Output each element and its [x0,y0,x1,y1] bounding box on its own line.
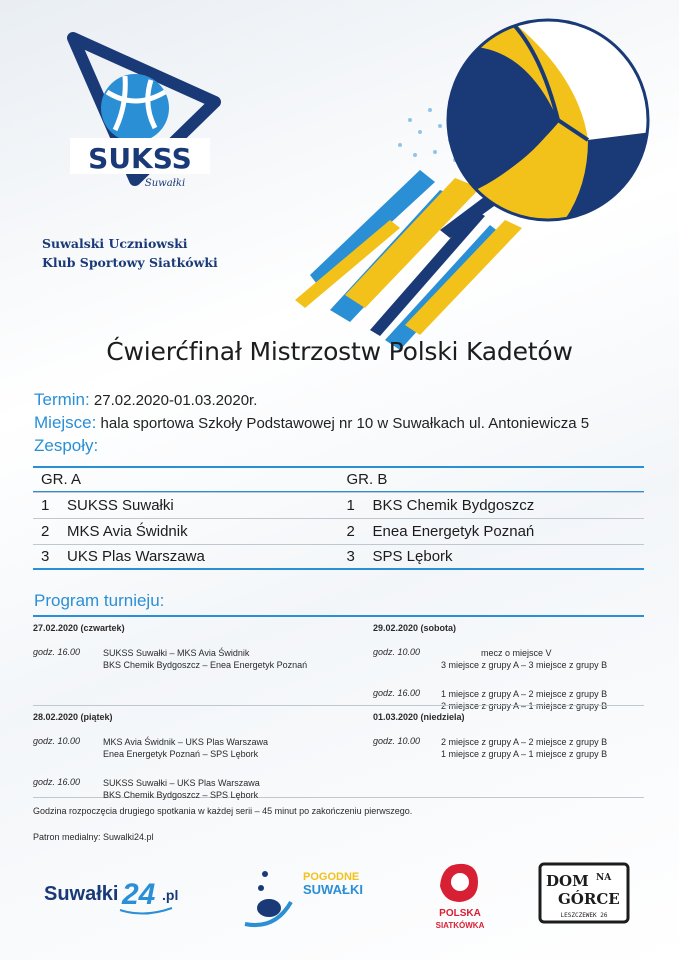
program-block-2 [33,705,644,800]
termin-value: 27.02.2020-01.03.2020r. [93,392,258,409]
slot-game: 1 miejsce z grupy A – 1 miejsce z grupy B [441,749,608,759]
suwalki24-text: Suwałki [44,883,119,905]
club-name [42,234,282,272]
slot-time: godz. 10.00 [33,736,81,746]
slot-game: mecz o miejsce V [481,648,552,658]
termin-label: Termin: [34,390,90,409]
team-number: 2 [346,523,355,540]
pogodne-text-1: POGODNE [303,871,360,883]
team-name: MKS Avia Świdnik [67,523,188,540]
program-slot [373,647,644,671]
page-title: Ćwierćfinał Mistrzostw Polski Kadetów [106,337,573,366]
sukss-logo [55,30,225,195]
team-number: 1 [346,497,355,514]
program-block-1 [33,615,644,711]
program-slot [33,777,363,801]
slot-time: godz. 10.00 [373,647,421,657]
note-patron: Patron medialny: Suwalki24.pl [33,832,154,842]
team-name: SUKSS Suwałki [67,497,174,514]
logo-text: SUKSS [88,142,192,175]
team-number: 2 [41,523,50,540]
suwalki24-logo [44,868,194,920]
program-slot [33,647,363,671]
program-date: 01.03.2020 (niedziela) [373,712,465,722]
polska-siatkowka-logo [420,856,500,932]
team-name: Enea Energetyk Poznań [372,523,535,540]
slot-game: MKS Avia Świdnik – UKS Plas Warszawa [103,737,269,747]
domna-text-3: LESZCZEWEK 26 [560,912,608,919]
teams-header-row [33,466,644,492]
slot-game: Enea Energetyk Poznań – SPS Lębork [103,749,259,759]
table-row [33,544,644,570]
table-row [33,518,644,544]
teams-table [33,466,644,570]
slot-game: SUKSS Suwałki – UKS Plas Warszawa [103,778,260,788]
slot-game: 1 miejsce z grupy A – 2 miejsce z grupy B [441,689,608,699]
program-date: 27.02.2020 (czwartek) [33,623,125,633]
club-name-line2: Klub Sportowy Siatkówki [42,255,218,270]
domna-text-2: GÓRCE [558,890,620,908]
slot-game: 2 miejsce z grupy A – 1 miejsce z grupy B [441,701,608,711]
suwalki24-domain: .pl [162,887,179,903]
slot-game: BKS Chemik Bydgoszcz – Enea Energetyk Poznań [103,660,308,670]
group-a-title: GR. A [41,471,82,488]
club-name-line1: Suwalski Uczniowski [42,236,188,251]
logo-sub: Suwałki [144,178,186,189]
zespoly-label: Zespoły: [34,436,99,455]
dom-na-gorce-logo [538,862,630,924]
polska-text-2: SIATKÓWKA [435,921,485,930]
miejsce-value: hala sportowa Szkoły Podstawowej nr 10 w Suwałkach ul. Antoniewicza 5 [100,415,590,432]
slot-time: godz. 10.00 [373,736,421,746]
slot-game: 2 miejsce z grupy A – 2 miejsce z grupy B [441,737,608,747]
group-b-title: GR. B [346,471,388,488]
info-miejsce [34,413,589,433]
info-termin [34,390,257,410]
team-number: 3 [346,548,355,565]
program-day [33,623,363,688]
program-date: 29.02.2020 (sobota) [373,623,457,633]
note-start-time: Godzina rozpoczęcia drugiego spotkania w każdej serii – 45 minut po zakończeniu pierwszego. [33,806,413,816]
team-number: 1 [41,497,50,514]
slot-time: godz. 16.00 [33,647,81,657]
miejsce-label: Miejsce: [34,413,97,432]
slot-time: godz. 16.00 [33,777,81,787]
info-zespoly [34,436,98,456]
polska-text-1: POLSKA [439,908,481,919]
program-day [33,712,363,818]
program-table [33,615,644,799]
domna-text-1: DOM [546,872,589,890]
program-slot [373,736,644,760]
volleyball-icon [438,10,658,230]
suwalki24-number: 24 [122,878,156,911]
pogodne-text-2: SUWAŁKI [303,882,363,897]
domna-text-na: NA [596,873,612,883]
program-title: Program turnieju: [34,591,165,610]
slot-game: 3 miejsce z grupy A – 3 miejsce z grupy B [441,660,608,670]
program-date: 28.02.2020 (piątek) [33,712,113,722]
team-number: 3 [41,548,50,565]
program-slot [33,736,363,760]
slot-game: BKS Chemik Bydgoszcz – SPS Lębork [103,790,259,800]
program-day [373,712,644,777]
team-name: UKS Plas Warszawa [67,548,205,565]
table-row [33,492,644,518]
team-name: SPS Lębork [372,548,453,565]
slot-time: godz. 16.00 [373,688,421,698]
pogodne-suwalki-logo [235,860,375,932]
team-name: BKS Chemik Bydgoszcz [372,497,535,514]
slot-game: SUKSS Suwałki – MKS Avia Świdnik [103,648,250,658]
